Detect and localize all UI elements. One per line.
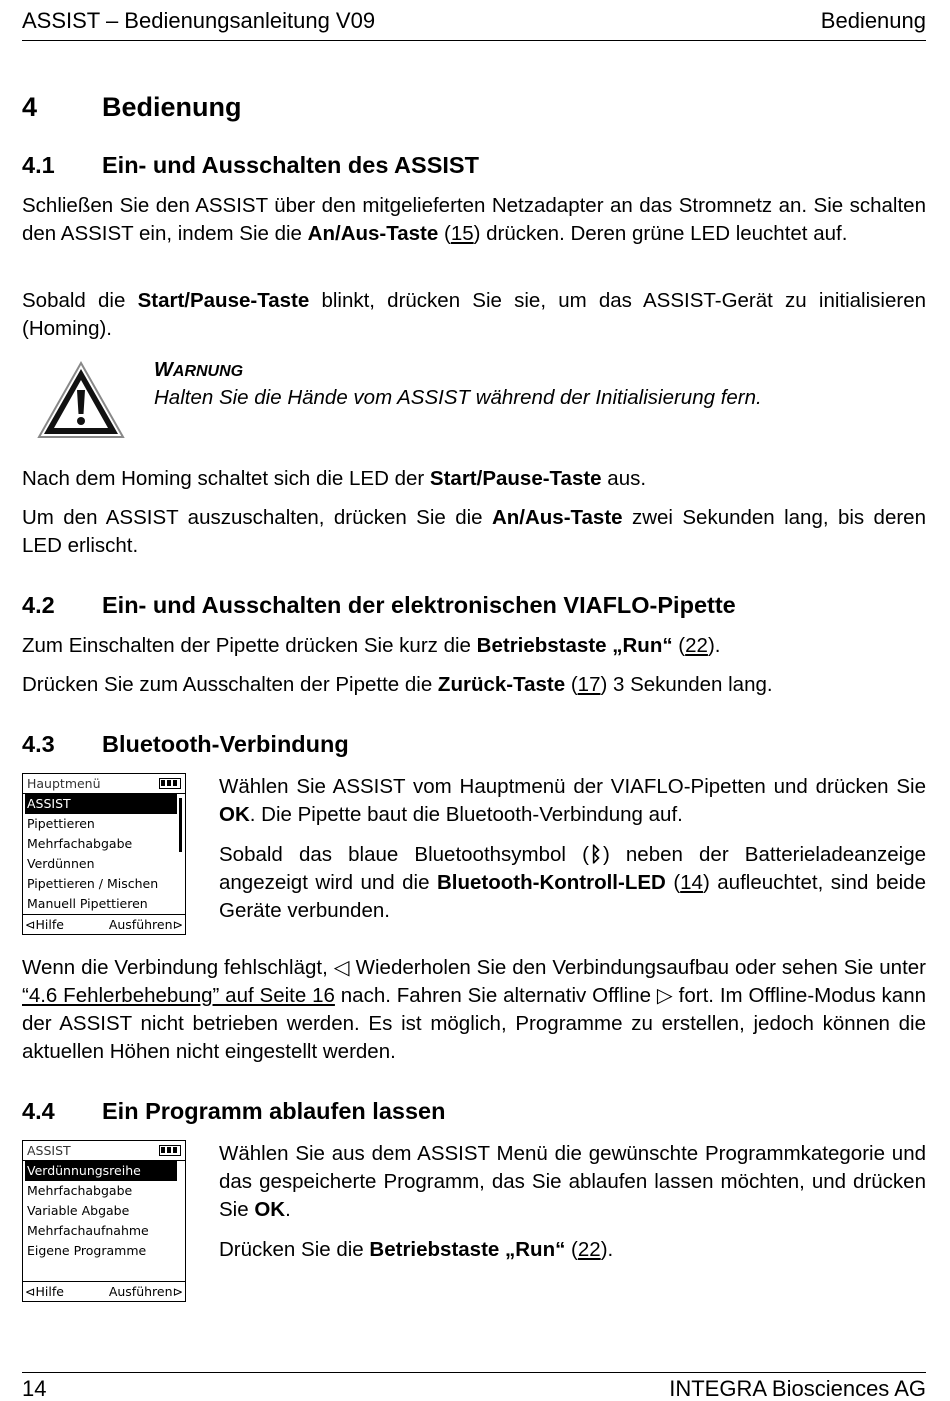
- s41-paragraph-4: Um den ASSIST auszuschalten, drücken Sie die An/Aus-Taste zwei Sekunden lang, bis deren LED erlischt.: [22, 506, 926, 557]
- s41-paragraph-1: Schließen Sie den ASSIST über den mitgelieferten Netzadapter an das Stromnetz an. Sie schalten den ASSIST ein, indem Sie die An/Aus-Taste (15) drücken. Deren grüne LED leuchtet auf.: [22, 194, 926, 245]
- s44-paragraph-1: Wählen Sie aus dem ASSIST Menü die gewünschte Programmkategorie und das gespeicherte Programm, das Sie ablaufen lassen möchten, und drücken Sie OK.: [219, 1142, 926, 1221]
- screen-title: ASSIST: [23, 1141, 185, 1161]
- section-4-4-heading: 4.4 Ein Programm ablaufen lassen: [22, 1098, 446, 1124]
- warning-triangle-icon: [36, 360, 126, 440]
- s41-paragraph-2: Sobald die Start/Pause-Taste blinkt, drücken Sie sie, um das ASSIST-Gerät zu initialisieren (Homing).: [22, 289, 926, 340]
- menu-item[interactable]: Pipettieren: [27, 816, 95, 831]
- chapter-heading: 4 Bedienung: [22, 92, 242, 122]
- s43-paragraph-2: Sobald das blaue Bluetoothsymbol (ᛒ) neben der Batterieladeanzeige angezeigt wird und die Bluetooth-Kontroll-LED (14) aufleuchtet, sind beide Geräte verbunden.: [219, 843, 926, 922]
- section-4-3-heading: 4.3 Bluetooth-Verbindung: [22, 731, 349, 757]
- footer-company: INTEGRA Biosciences AG: [669, 1376, 926, 1401]
- ref-22: 22: [577, 1238, 601, 1261]
- menu-item[interactable]: Eigene Programme: [27, 1243, 147, 1258]
- pipette-screen-main-menu: [22, 773, 186, 935]
- help-softkey[interactable]: ⊲Hilfe: [25, 917, 64, 932]
- bluetooth-icon: ᛒ: [589, 843, 603, 866]
- menu-item[interactable]: Mehrfachabgabe: [27, 836, 133, 851]
- page-number: 14: [22, 1376, 47, 1401]
- run-softkey[interactable]: Ausführen⊳: [108, 1284, 183, 1299]
- header-doc-title: ASSIST – Bedienungsanleitung V09: [22, 8, 376, 33]
- help-softkey[interactable]: ⊲Hilfe: [25, 1284, 64, 1299]
- s42-paragraph-2: Drücken Sie zum Ausschalten der Pipette die Zurück-Taste (17) 3 Sekunden lang.: [22, 673, 773, 696]
- menu-item[interactable]: Verdünnen: [27, 856, 95, 871]
- menu-item[interactable]: Mehrfachabgabe: [27, 1183, 133, 1198]
- battery-icon: [159, 778, 181, 789]
- right-arrow-icon: ▷: [656, 984, 673, 1007]
- page-header: [22, 5, 926, 41]
- ref-22: 22: [685, 634, 708, 657]
- s44-paragraph-2: Drücken Sie die Betriebstaste „Run“ (22).: [219, 1238, 614, 1261]
- s41-paragraph-3: Nach dem Homing schaltet sich die LED der Start/Pause-Taste aus.: [22, 467, 647, 490]
- pipette-screen-assist-menu: [22, 1140, 186, 1302]
- left-arrow-icon: ◁: [333, 956, 350, 979]
- scrollbar: [179, 798, 182, 852]
- ref-15: 15: [450, 222, 474, 245]
- menu-item[interactable]: Manuell Pipettieren: [27, 896, 148, 911]
- run-softkey[interactable]: Ausführen⊳: [108, 917, 183, 932]
- screen-title: Hauptmenü: [23, 774, 185, 794]
- battery-icon: [159, 1145, 181, 1156]
- ref-17: 17: [577, 673, 601, 696]
- manual-page: [22, 0, 926, 1401]
- s43-paragraph-1: Wählen Sie ASSIST vom Hauptmenü der VIAFLO-Pipetten und drücken Sie OK. Die Pipette baut die Bluetooth-Verbindung auf.: [219, 775, 926, 826]
- menu-item[interactable]: Pipettieren / Mischen: [27, 876, 159, 891]
- screen-softkeys: [23, 1281, 185, 1301]
- menu-item[interactable]: Variable Abgabe: [27, 1203, 130, 1218]
- warning-title: WARNUNG: [154, 359, 244, 381]
- menu-item-selected[interactable]: ASSIST: [25, 794, 177, 814]
- s43-paragraph-3: Wenn die Verbindung fehlschlägt, ◁ Wiederholen Sie den Verbindungsaufbau oder sehen Sie unter “4.6 Fehlerbehebung” auf Seite 16 nach. Fahren Sie alternativ Offline ▷ fort. Im Offline-Modus kann der ASSIST nicht betrieben werden. Es ist möglich, Programme zu erstellen, jedoch können die aktuellen Höhen nicht eingestellt werden.: [22, 956, 926, 1063]
- header-section: Bedienung: [820, 8, 926, 33]
- page-footer: [22, 1372, 926, 1401]
- section-4-2-heading: 4.2 Ein- und Ausschalten der elektronischen VIAFLO-Pipette: [22, 592, 736, 618]
- menu-item[interactable]: Mehrfachaufnahme: [27, 1223, 149, 1238]
- s42-paragraph-1: Zum Einschalten der Pipette drücken Sie kurz die Betriebstaste „Run“ (22).: [22, 634, 721, 657]
- ref-14: 14: [680, 871, 703, 894]
- warning-text: Halten Sie die Hände vom ASSIST während der Initialisierung fern.: [154, 386, 762, 409]
- screen-softkeys: [23, 914, 185, 934]
- cross-reference-link[interactable]: “4.6 Fehlerbehebung” auf Seite 16: [22, 984, 335, 1007]
- section-4-1-heading: 4.1 Ein- und Ausschalten des ASSIST: [22, 152, 479, 178]
- warning-box: [22, 352, 926, 442]
- menu-item-selected[interactable]: Verdünnungsreihe: [25, 1161, 177, 1181]
